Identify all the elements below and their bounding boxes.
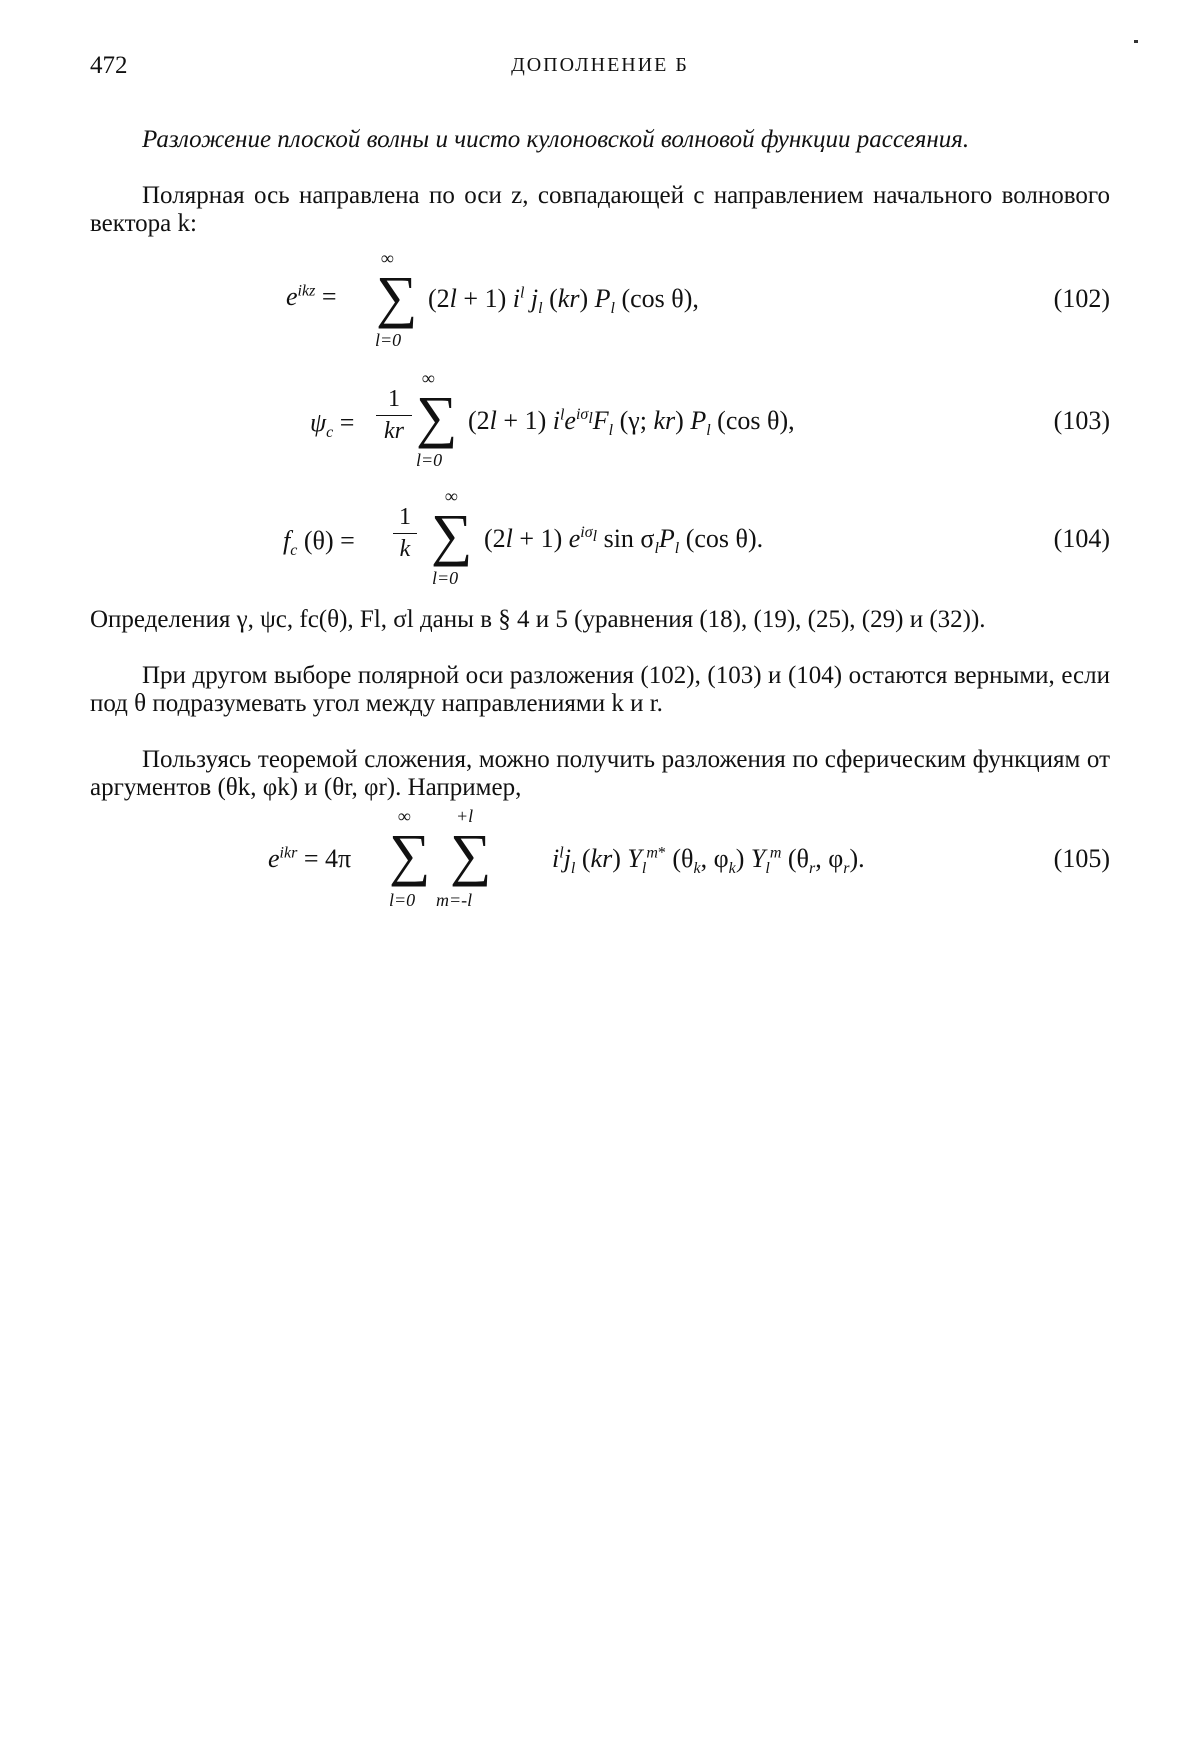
section-heading: Разложение плоской волны и чисто кулоновской волновой функции рассеяния. <box>142 126 970 153</box>
equation-104-rhs: (2l + 1) $e^{i\sigma_l}$ $\sin \sigma_lP_l$ (cos θ). <box>484 524 764 558</box>
sum2-upper-limit: +l <box>456 806 474 826</box>
equation-105-lhs: $e^{ikr} = 4\pi$ <box>268 844 352 873</box>
sum-lower-limit: l=0 <box>375 330 402 350</box>
equation-number: (104) <box>1053 524 1110 553</box>
running-title: ДОПОЛНЕНИЕ Б <box>511 54 689 76</box>
equation-103-lhs: $\psi_c$ = <box>310 408 355 442</box>
equation-105-rhs: $i^lj_l$ (kr) $Y_l^{m*}$ ($\theta_k$, $\varphi_k$) $Y_l^m$ ($\theta_r$, $\varphi_r$). <box>552 844 865 878</box>
sum-lower-limit: l=0 <box>432 568 459 588</box>
equation-number: (103) <box>1053 406 1110 435</box>
equation-102-lhs: $e^{ikz}$ = <box>286 282 337 311</box>
sum-upper-limit: ∞ <box>381 248 394 268</box>
equation-104 <box>0 486 1200 596</box>
summation-sign: ∑ <box>376 264 418 329</box>
paragraph-1: Полярная ось направлена по оси z, совпадающей с направлением начального волнового вектора k: <box>90 182 1110 237</box>
sum-lower-limit: l=0 <box>389 890 416 910</box>
equation-104-lhs: $f_c$ (θ) = <box>283 526 355 560</box>
equation-102-rhs: (2l + 1) $i^l$ $j_l$ (kr) $P_l$ (cos θ), <box>428 284 699 318</box>
fraction-1-over-k: 1 k <box>393 504 417 563</box>
sum-upper-limit: ∞ <box>422 368 435 388</box>
equation-number: (105) <box>1053 844 1110 873</box>
sum-lower-limit: l=0 <box>416 450 443 470</box>
summation-sign: ∑ <box>416 384 458 449</box>
equation-103-rhs: (2l + 1) $i^le^{i\sigma_l}F_l$ (γ; kr) $P_l$ (cos θ), <box>468 406 795 440</box>
sum-upper-limit: ∞ <box>398 806 411 826</box>
sum2-lower-limit: m=-l <box>436 890 473 910</box>
summation-sign-2: ∑ <box>450 822 492 887</box>
equation-number: (102) <box>1053 284 1110 313</box>
sum-upper-limit: ∞ <box>445 486 458 506</box>
equation-102 <box>0 248 1200 358</box>
running-head <box>90 52 1110 92</box>
paragraph-2: Определения γ, ψc, fc(θ), Fl, σl даны в § 4 и 5 (уравнения (18), (19), (25), (29) и (32)). <box>90 606 986 633</box>
paragraph-3: При другом выборе полярной оси разложения (102), (103) и (104) остаются верными, если под θ подразумевать угол между направлениями k и r. <box>90 662 1110 717</box>
equation-105 <box>0 806 1200 918</box>
page-number: 472 <box>90 52 128 79</box>
fraction-1-over-kr: 1 kr <box>376 386 412 445</box>
paragraph-4: Пользуясь теоремой сложения, можно получить разложения по сферическим функциям от аргументов (θk, φk) и (θr, φr). Например, <box>90 746 1110 801</box>
summation-sign: ∑ <box>431 502 473 567</box>
equation-103 <box>0 368 1200 478</box>
scan-speck <box>1134 40 1138 43</box>
summation-sign: ∑ <box>389 822 431 887</box>
